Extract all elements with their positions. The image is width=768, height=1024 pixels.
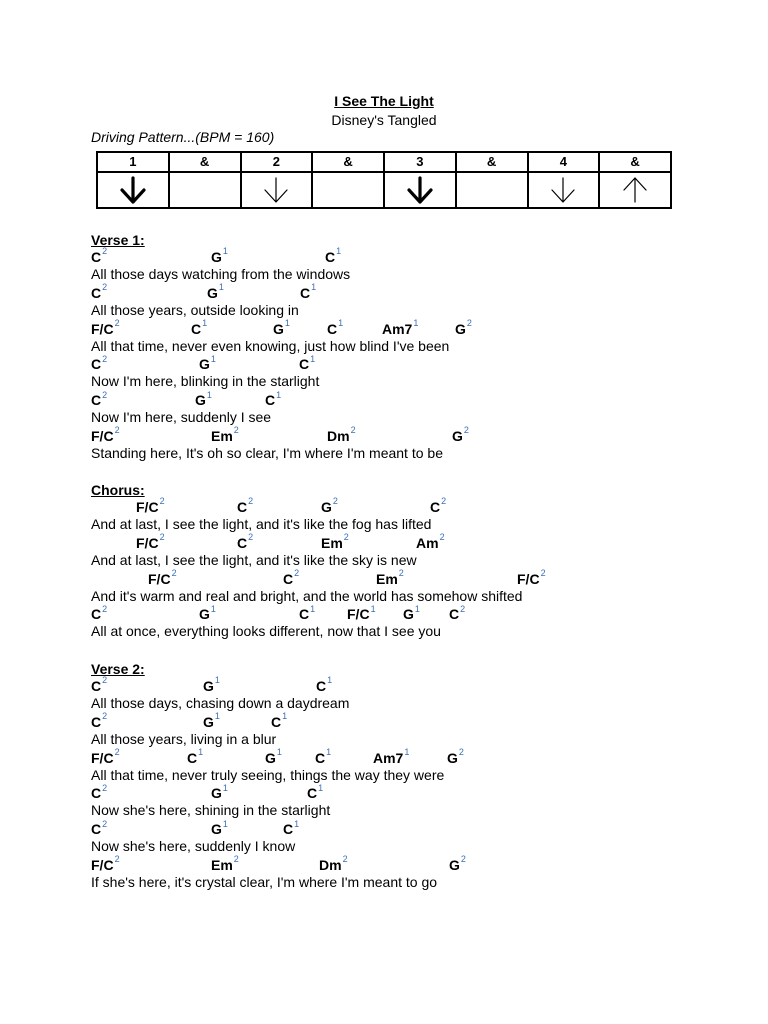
chord-beat-count: 1 bbox=[218, 282, 224, 293]
chord-symbol: $C^2$ bbox=[91, 675, 108, 694]
chord-beat-count: 1 bbox=[310, 353, 316, 364]
chord-beat-count: 1 bbox=[214, 675, 220, 686]
chord-symbol: Dm$^2$ bbox=[327, 425, 356, 444]
chord-beat-count: 2 bbox=[441, 496, 447, 507]
section-heading: Chorus: bbox=[91, 482, 145, 498]
chord-beat-count: 2 bbox=[332, 496, 338, 507]
chord-beat-count: 2 bbox=[248, 532, 254, 543]
beat-cell: 3 bbox=[384, 152, 456, 172]
chord-beat-count: 1 bbox=[336, 246, 342, 257]
section-heading: Verse 2: bbox=[91, 661, 145, 677]
beat-cell: 4 bbox=[528, 152, 600, 172]
chord-symbol: $F/C^2$ bbox=[136, 496, 165, 515]
chord-beat-count: 1 bbox=[222, 818, 228, 829]
lyric-line: Now she's here, shining in the starlight bbox=[91, 802, 331, 819]
chord-symbol: Dm$^2$ bbox=[319, 854, 348, 873]
chord-symbol: Em$^2$ bbox=[321, 532, 349, 551]
chord-line bbox=[0, 496, 768, 515]
chord-beat-count: 1 bbox=[206, 389, 212, 400]
chord-beat-count: 2 bbox=[398, 567, 404, 578]
chord-symbol: $G^1$ bbox=[203, 711, 220, 730]
strum-arrow-cell bbox=[528, 172, 600, 208]
chord-symbol: Em$^2$ bbox=[376, 567, 404, 587]
chord-beat-count: 2 bbox=[350, 425, 356, 436]
chord-symbol: $C^1$ bbox=[283, 818, 300, 838]
chord-line bbox=[0, 818, 768, 838]
chord-beat-count: 1 bbox=[370, 603, 376, 614]
chord-line bbox=[0, 746, 768, 766]
chord-symbol: $F/C^2$ bbox=[517, 567, 546, 587]
chord-symbol: $G^2$ bbox=[452, 425, 469, 444]
beat-cell: 2 bbox=[241, 152, 313, 172]
chord-symbol: $C^2$ bbox=[91, 711, 108, 730]
chord-line bbox=[0, 711, 768, 730]
lyric-line: Now she's here, suddenly I know bbox=[91, 838, 296, 855]
chord-beat-count: 2 bbox=[466, 317, 472, 328]
chord-symbol: $F/C^2$ bbox=[91, 746, 120, 766]
chord-beat-count: 2 bbox=[540, 567, 546, 578]
chord-beat-count: 1 bbox=[327, 675, 333, 686]
lyric-line: All those days, chasing down a daydream bbox=[91, 695, 350, 711]
chord-beat-count: 1 bbox=[222, 782, 228, 793]
beat-cell: & bbox=[169, 152, 241, 172]
lyric-line: All those years, outside looking in bbox=[91, 301, 299, 318]
song-title bbox=[0, 93, 768, 109]
lyric-line: And it's warm and real and bright, and the world has somehow shifted bbox=[91, 587, 523, 604]
chord-symbol: $F/C^2$ bbox=[148, 567, 177, 587]
strum-arrow-cell bbox=[456, 172, 528, 208]
chord-symbol: $C^2$ bbox=[91, 782, 108, 802]
lyric-line: Now I'm here, suddenly I see bbox=[91, 409, 272, 426]
chord-symbol: $G^1$ bbox=[199, 603, 216, 623]
chord-symbol: $C^2$ bbox=[283, 567, 300, 587]
chord-beat-count: 2 bbox=[102, 675, 108, 686]
chord-line bbox=[0, 854, 768, 873]
chord-beat-count: 2 bbox=[439, 532, 445, 543]
chord-beat-count: 1 bbox=[294, 818, 300, 829]
chord-beat-count: 1 bbox=[414, 603, 420, 614]
chord-beat-count: 1 bbox=[202, 317, 208, 328]
chord-line bbox=[0, 567, 768, 587]
lyric-line: All at once, everything looks different, now that I see you bbox=[91, 623, 441, 640]
song-title-text: I See The Light bbox=[334, 93, 434, 109]
strum-pattern-label: Driving Pattern...(BPM = 160) bbox=[91, 129, 275, 145]
chord-line bbox=[0, 425, 768, 444]
chord-symbol: $C^1$ bbox=[271, 711, 288, 730]
strum-arrow-cell bbox=[241, 172, 313, 208]
chord-symbol: $G^1$ bbox=[265, 746, 282, 766]
chord-symbol: $C^2$ bbox=[430, 496, 447, 515]
chord-symbol: $C^1$ bbox=[325, 246, 342, 265]
chord-beat-count: 2 bbox=[460, 854, 466, 865]
chord-beat-count: 2 bbox=[102, 603, 108, 614]
chord-symbol: $C^1$ bbox=[299, 353, 316, 373]
chord-beat-count: 1 bbox=[311, 282, 317, 293]
lyric-line: If she's here, it's crystal clear, I'm where I'm meant to go bbox=[91, 874, 438, 890]
chord-symbol: $F/C^2$ bbox=[91, 317, 120, 337]
chord-symbol: $C^1$ bbox=[265, 389, 282, 409]
chord-beat-count: 1 bbox=[284, 317, 290, 328]
lyric-line: Standing here, It's oh so clear, I'm where I'm meant to be bbox=[91, 445, 443, 461]
chord-symbol: $C^1$ bbox=[316, 675, 333, 694]
down-arrow-icon bbox=[405, 175, 435, 205]
chord-symbol: $G^1$ bbox=[273, 317, 290, 337]
beat-cell: & bbox=[456, 152, 528, 172]
chord-beat-count: 2 bbox=[114, 746, 120, 757]
beat-cell: & bbox=[599, 152, 671, 172]
chord-beat-count: 2 bbox=[114, 854, 120, 865]
chord-symbol: $F/C^2$ bbox=[136, 532, 165, 551]
chord-symbol: $G^2$ bbox=[455, 317, 472, 337]
strum-beats-row bbox=[97, 152, 671, 172]
chord-symbol: $G^2$ bbox=[447, 746, 464, 766]
chord-symbol: $G^1$ bbox=[211, 818, 228, 838]
chord-beat-count: 2 bbox=[102, 246, 108, 257]
chord-beat-count: 2 bbox=[458, 746, 464, 757]
chord-symbol: $G^1$ bbox=[211, 782, 228, 802]
chord-beat-count: 2 bbox=[460, 603, 466, 614]
down-arrow-icon bbox=[548, 175, 578, 205]
beat-cell: & bbox=[312, 152, 384, 172]
chord-symbol: $C^2$ bbox=[91, 603, 108, 623]
strum-pattern-table bbox=[96, 151, 672, 209]
strum-arrow-cell bbox=[599, 172, 671, 208]
chord-beat-count: 2 bbox=[102, 282, 108, 293]
chord-line bbox=[0, 603, 768, 623]
chord-symbol: $C^2$ bbox=[91, 353, 108, 373]
lyric-line: And at last, I see the light, and it's like the fog has lifted bbox=[91, 516, 432, 532]
chord-symbol: $C^1$ bbox=[315, 746, 332, 766]
chord-beat-count: 2 bbox=[171, 567, 177, 578]
chord-beat-count: 1 bbox=[282, 711, 288, 722]
chord-line bbox=[0, 389, 768, 409]
chord-beat-count: 1 bbox=[413, 317, 419, 328]
chord-symbol: $C^2$ bbox=[237, 532, 254, 551]
chord-beat-count: 1 bbox=[276, 389, 282, 400]
strum-arrows-row bbox=[97, 172, 671, 208]
chord-symbol: $C^1$ bbox=[327, 317, 344, 337]
chord-beat-count: 2 bbox=[114, 317, 120, 328]
chord-beat-count: 2 bbox=[102, 711, 108, 722]
chord-symbol: $C^2$ bbox=[449, 603, 466, 623]
chord-beat-count: 2 bbox=[102, 353, 108, 364]
song-subtitle: Disney's Tangled bbox=[331, 112, 437, 128]
chord-symbol: $C^1$ bbox=[307, 782, 324, 802]
chord-line bbox=[0, 675, 768, 694]
lyric-line: All that time, never truly seeing, things the way they were bbox=[91, 766, 445, 783]
chord-beat-count: 2 bbox=[343, 532, 349, 543]
chord-beat-count: 1 bbox=[198, 746, 204, 757]
chord-beat-count: 1 bbox=[210, 353, 216, 364]
chord-symbol: $Am7^1$ bbox=[373, 746, 410, 766]
chord-beat-count: 1 bbox=[310, 603, 316, 614]
chord-symbol: $C^2$ bbox=[91, 282, 108, 301]
beat-cell: 1 bbox=[97, 152, 169, 172]
chord-line bbox=[0, 282, 768, 301]
chord-line bbox=[0, 317, 768, 337]
section-heading: Verse 1: bbox=[91, 232, 145, 248]
chord-symbol: $G^1$ bbox=[199, 353, 216, 373]
lyric-line: All those years, living in a blur bbox=[91, 730, 277, 747]
chord-symbol: $C^2$ bbox=[91, 246, 108, 265]
chord-symbol: $G^1$ bbox=[203, 675, 220, 694]
chord-beat-count: 1 bbox=[318, 782, 324, 793]
lyric-line: All that time, never even knowing, just how blind I've been bbox=[91, 337, 450, 354]
chord-beat-count: 2 bbox=[159, 496, 165, 507]
chord-symbol: $C^1$ bbox=[187, 746, 204, 766]
chord-symbol: $G^1$ bbox=[195, 389, 212, 409]
strum-arrow-cell bbox=[169, 172, 241, 208]
strum-arrow-cell bbox=[97, 172, 169, 208]
chord-symbol: $G^2$ bbox=[321, 496, 338, 515]
chord-symbol: $C^2$ bbox=[91, 389, 108, 409]
lyric-line: All those days watching from the windows bbox=[91, 266, 351, 282]
chord-symbol: $G^1$ bbox=[207, 282, 224, 301]
down-arrow-icon bbox=[261, 175, 291, 205]
chord-symbol: $C^1$ bbox=[299, 603, 316, 623]
chord-beat-count: 2 bbox=[102, 818, 108, 829]
chord-beat-count: 1 bbox=[326, 746, 332, 757]
chord-beat-count: 1 bbox=[210, 603, 216, 614]
chord-symbol: $C^1$ bbox=[300, 282, 317, 301]
chord-symbol: $G^1$ bbox=[211, 246, 228, 265]
chord-symbol: $C^2$ bbox=[237, 496, 254, 515]
chord-beat-count: 1 bbox=[214, 711, 220, 722]
chord-beat-count: 1 bbox=[338, 317, 344, 328]
chord-symbol: $Am7^1$ bbox=[382, 317, 419, 337]
chord-symbol: $F/C^1$ bbox=[347, 603, 376, 623]
chord-beat-count: 2 bbox=[233, 854, 239, 865]
chord-beat-count: 2 bbox=[463, 425, 469, 436]
chord-beat-count: 2 bbox=[342, 854, 348, 865]
chord-beat-count: 2 bbox=[102, 782, 108, 793]
strum-arrow-cell bbox=[312, 172, 384, 208]
chord-line bbox=[0, 782, 768, 802]
chord-symbol: $G^1$ bbox=[403, 603, 420, 623]
chord-line bbox=[0, 246, 768, 265]
chord-beat-count: 2 bbox=[102, 389, 108, 400]
lyric-line: And at last, I see the light, and it's like the sky is new bbox=[91, 551, 417, 568]
strum-arrow-cell bbox=[384, 172, 456, 208]
chord-beat-count: 2 bbox=[248, 496, 254, 507]
chord-symbol: Em$^2$ bbox=[211, 854, 239, 873]
chord-symbol: $G^2$ bbox=[449, 854, 466, 873]
chord-symbol: Em$^2$ bbox=[211, 425, 239, 444]
chord-symbol: $C^2$ bbox=[91, 818, 108, 838]
chord-beat-count: 2 bbox=[294, 567, 300, 578]
chord-beat-count: 1 bbox=[276, 746, 282, 757]
down-arrow-icon bbox=[118, 175, 148, 205]
chord-line bbox=[0, 532, 768, 551]
up-arrow-icon bbox=[620, 175, 650, 205]
chord-symbol: $C^1$ bbox=[191, 317, 208, 337]
chord-beat-count: 2 bbox=[114, 425, 120, 436]
chord-beat-count: 2 bbox=[159, 532, 165, 543]
chord-symbol: Am$^2$ bbox=[416, 532, 445, 551]
chord-beat-count: 2 bbox=[233, 425, 239, 436]
chord-symbol: $F/C^2$ bbox=[91, 854, 120, 873]
lyric-line: Now I'm here, blinking in the starlight bbox=[91, 373, 320, 390]
chord-line bbox=[0, 353, 768, 373]
chord-symbol: $F/C^2$ bbox=[91, 425, 120, 444]
chord-beat-count: 1 bbox=[404, 746, 410, 757]
chord-beat-count: 1 bbox=[222, 246, 228, 257]
